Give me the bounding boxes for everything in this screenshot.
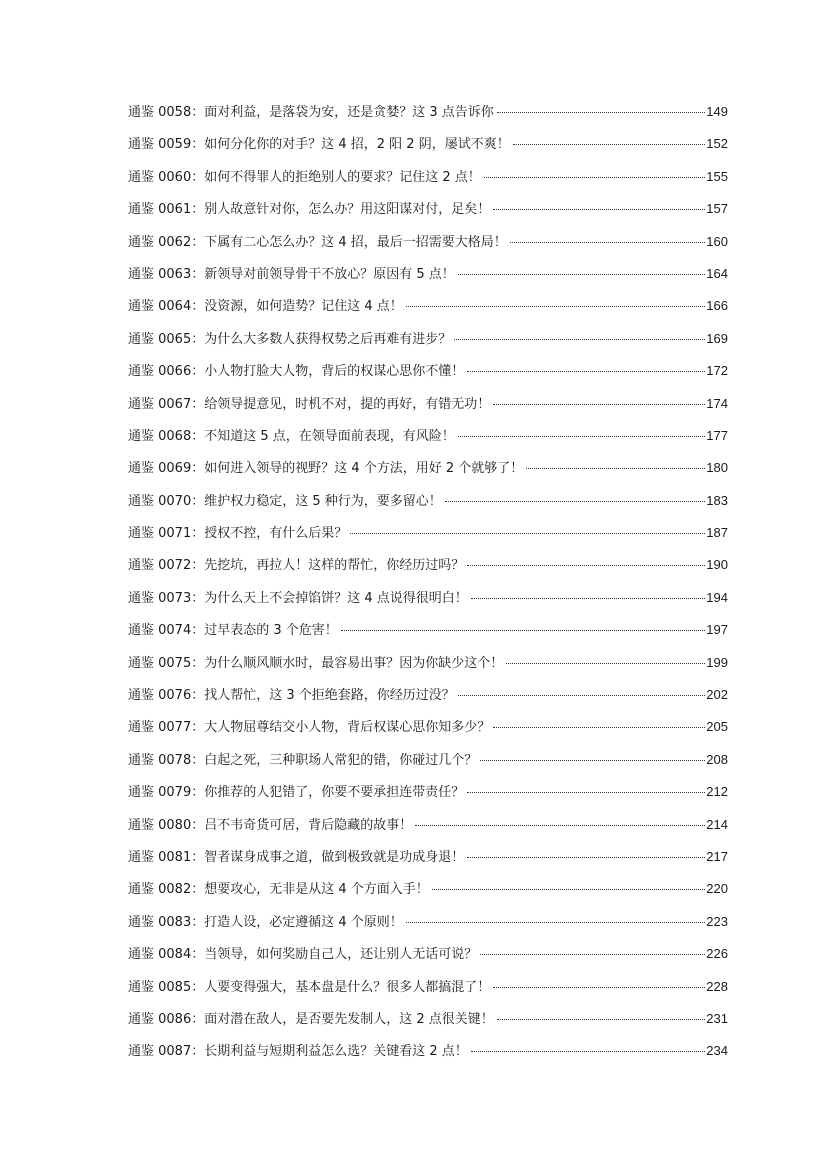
entry-title: 维护权力稳定，这 5 种行为，要多留心！ <box>204 493 442 509</box>
dot-leader <box>350 533 705 534</box>
entry-title: 如何分化你的对手？这 4 招，2 阳 2 阴，屡试不爽！ <box>204 137 510 153</box>
entry-number: 通鉴 0064： <box>128 299 205 315</box>
toc-entry[interactable] <box>128 813 728 845</box>
toc-entry[interactable] <box>128 489 728 521</box>
dot-leader <box>458 695 706 696</box>
entry-title: 新领导对前领导骨干不放心？原因有 5 点！ <box>204 266 455 282</box>
table-of-contents <box>128 100 728 1072</box>
entry-page-number: 228 <box>706 978 728 994</box>
toc-entry[interactable] <box>128 197 728 229</box>
toc-entry[interactable] <box>128 1007 728 1039</box>
dot-leader <box>406 922 706 923</box>
toc-entry[interactable] <box>128 877 728 909</box>
entry-page-number: 217 <box>706 848 728 864</box>
dot-leader <box>513 144 706 145</box>
entry-number: 通鉴 0084： <box>128 947 205 963</box>
entry-page-number: 152 <box>706 136 728 152</box>
entry-title: 打造人设，必定遵循这 4 个原则！ <box>204 914 403 930</box>
toc-entry[interactable] <box>128 230 728 262</box>
dot-leader <box>493 987 705 988</box>
entry-title: 先挖坑，再拉人！这样的帮忙，你经历过吗？ <box>204 558 465 574</box>
dot-leader <box>471 598 706 599</box>
dot-leader <box>510 242 706 243</box>
dot-leader <box>484 177 706 178</box>
entry-page-number: 197 <box>706 622 728 638</box>
entry-page-number: 194 <box>706 589 728 605</box>
entry-page-number: 231 <box>706 1010 728 1026</box>
dot-leader <box>458 274 706 275</box>
entry-number: 通鉴 0063： <box>128 266 205 282</box>
entry-title: 给领导提意见，时机不对，提的再好，有错无功！ <box>204 396 491 412</box>
entry-title: 为什么大多数人获得权势之后再难有进步？ <box>204 331 452 347</box>
toc-entry[interactable] <box>128 359 728 391</box>
entry-number: 通鉴 0060： <box>128 169 205 185</box>
entry-page-number: 174 <box>706 395 728 411</box>
entry-page-number: 234 <box>706 1043 728 1059</box>
toc-entry[interactable] <box>128 910 728 942</box>
entry-title: 小人物打脸大人物，背后的权谋心思你不懂！ <box>204 364 465 380</box>
entry-title: 为什么天上不会掉馅饼？这 4 点说得很明白！ <box>204 590 468 606</box>
dot-leader <box>458 436 706 437</box>
entry-page-number: 157 <box>706 201 728 217</box>
entry-number: 通鉴 0082： <box>128 882 205 898</box>
entry-title: 没资源，如何造势？记住这 4 点！ <box>204 299 403 315</box>
toc-entry[interactable] <box>128 586 728 618</box>
entry-number: 通鉴 0075： <box>128 655 205 671</box>
entry-page-number: 187 <box>706 525 728 541</box>
entry-number: 通鉴 0066： <box>128 364 205 380</box>
entry-title: 别人故意针对你，怎么办？用这阳谋对付，足矣！ <box>204 202 491 218</box>
toc-entry[interactable] <box>128 424 728 456</box>
entry-title: 当领导，如何奖励自己人，还让别人无话可说？ <box>204 947 478 963</box>
entry-title: 大人物屈尊结交小人物，背后权谋心思你知多少？ <box>204 720 491 736</box>
entry-title: 为什么顺风顺水时，最容易出事？因为你缺少这个！ <box>204 655 504 671</box>
entry-page-number: 214 <box>706 816 728 832</box>
entry-title: 下属有二心怎么办？这 4 招，最后一招需要大格局！ <box>204 234 507 250</box>
toc-entry[interactable] <box>128 683 728 715</box>
entry-page-number: 223 <box>706 913 728 929</box>
dot-leader <box>497 112 706 113</box>
toc-entry[interactable] <box>128 845 728 877</box>
entry-number: 通鉴 0083： <box>128 914 205 930</box>
dot-leader <box>454 339 705 340</box>
dot-leader <box>497 1019 706 1020</box>
entry-page-number: 208 <box>706 751 728 767</box>
entry-number: 通鉴 0079： <box>128 785 205 801</box>
dot-leader <box>467 857 705 858</box>
toc-entry[interactable] <box>128 100 728 132</box>
entry-page-number: 177 <box>706 427 728 443</box>
entry-page-number: 164 <box>706 265 728 281</box>
dot-leader <box>445 501 706 502</box>
dot-leader <box>480 954 705 955</box>
entry-number: 通鉴 0081： <box>128 849 205 865</box>
toc-entry[interactable] <box>128 521 728 553</box>
dot-leader <box>493 404 705 405</box>
toc-entry[interactable] <box>128 132 728 164</box>
entry-title: 想要攻心，无非是从这 4 个方面入手！ <box>204 882 429 898</box>
entry-title: 面对利益，是落袋为安，还是贪婪？这 3 点告诉你 <box>204 105 494 120</box>
toc-entry[interactable] <box>128 262 728 294</box>
entry-number: 通鉴 0070： <box>128 493 205 509</box>
entry-number: 通鉴 0076： <box>128 688 205 704</box>
entry-page-number: 155 <box>706 168 728 184</box>
entry-page-number: 226 <box>706 946 728 962</box>
entry-number: 通鉴 0085： <box>128 979 205 995</box>
entry-title: 授权不控，有什么后果？ <box>204 526 348 542</box>
entry-page-number: 149 <box>706 104 728 119</box>
entry-page-number: 172 <box>706 363 728 379</box>
toc-entry[interactable] <box>128 1039 728 1071</box>
entry-title: 过早表态的 3 个危害！ <box>204 623 338 639</box>
entry-title: 吕不韦奇货可居，背后隐藏的故事！ <box>204 817 413 833</box>
entry-title: 你推荐的人犯错了，你要不要承担连带责任？ <box>204 785 465 801</box>
toc-entry[interactable] <box>128 748 728 780</box>
entry-number: 通鉴 0077： <box>128 720 205 736</box>
toc-entry[interactable] <box>128 651 728 683</box>
toc-entry[interactable] <box>128 392 728 424</box>
entry-number: 通鉴 0061： <box>128 202 205 218</box>
entry-title: 面对潜在敌人，是否要先发制人，这 2 点很关键！ <box>204 1011 494 1027</box>
entry-number: 通鉴 0074： <box>128 623 205 639</box>
entry-page-number: 190 <box>706 557 728 573</box>
entry-number: 通鉴 0086： <box>128 1011 205 1027</box>
entry-title: 长期利益与短期利益怎么选？关键看这 2 点！ <box>204 1044 468 1060</box>
dot-leader <box>467 565 705 566</box>
dot-leader <box>471 1051 706 1052</box>
entry-page-number: 169 <box>706 330 728 346</box>
entry-number: 通鉴 0071： <box>128 526 205 542</box>
entry-title: 白起之死，三种职场人常犯的错，你碰过几个？ <box>204 752 478 768</box>
toc-entry[interactable] <box>128 553 728 585</box>
toc-entry[interactable] <box>128 327 728 359</box>
dot-leader <box>526 468 705 469</box>
entry-page-number: 199 <box>706 654 728 670</box>
dot-leader <box>506 663 705 664</box>
entry-number: 通鉴 0067： <box>128 396 205 412</box>
dot-leader <box>467 792 705 793</box>
toc-entry[interactable] <box>128 780 728 812</box>
dot-leader <box>493 209 705 210</box>
entry-number: 通鉴 0065： <box>128 331 205 347</box>
toc-entry[interactable] <box>128 942 728 974</box>
entry-number: 通鉴 0062： <box>128 234 205 250</box>
entry-number: 通鉴 0059： <box>128 137 205 153</box>
dot-leader <box>432 889 706 890</box>
dot-leader <box>493 727 705 728</box>
entry-number: 通鉴 0078： <box>128 752 205 768</box>
dot-leader <box>406 306 706 307</box>
dot-leader <box>341 630 706 631</box>
entry-title: 找人帮忙，这 3 个拒绝套路，你经历过没？ <box>204 688 455 704</box>
dot-leader <box>480 760 705 761</box>
entry-number: 通鉴 0069： <box>128 461 205 477</box>
entry-title: 如何进入领导的视野？这 4 个方法，用好 2 个就够了！ <box>204 461 524 477</box>
entry-number: 通鉴 0068： <box>128 428 205 444</box>
toc-entry[interactable] <box>128 456 728 488</box>
entry-title: 不知道这 5 点，在领导面前表现，有风险！ <box>204 428 455 444</box>
entry-number: 通鉴 0072： <box>128 558 205 574</box>
entry-number: 通鉴 0073： <box>128 590 205 606</box>
entry-title: 如何不得罪人的拒绝别人的要求？记住这 2 点！ <box>204 169 481 185</box>
entry-page-number: 166 <box>706 298 728 314</box>
toc-entry[interactable] <box>128 975 728 1007</box>
toc-entry[interactable] <box>128 294 728 326</box>
entry-number: 通鉴 0058： <box>128 105 205 120</box>
entry-page-number: 205 <box>706 719 728 735</box>
entry-number: 通鉴 0087： <box>128 1044 205 1060</box>
toc-entry[interactable] <box>128 165 728 197</box>
toc-entry[interactable] <box>128 715 728 747</box>
entry-number: 通鉴 0080： <box>128 817 205 833</box>
entry-page-number: 180 <box>706 460 728 476</box>
entry-page-number: 220 <box>706 881 728 897</box>
entry-page-number: 160 <box>706 233 728 249</box>
entry-title: 人要变得强大，基本盘是什么？很多人都搞混了！ <box>204 979 491 995</box>
entry-page-number: 212 <box>706 784 728 800</box>
dot-leader <box>415 825 705 826</box>
entry-page-number: 183 <box>706 492 728 508</box>
toc-entry[interactable] <box>128 618 728 650</box>
dot-leader <box>467 371 705 372</box>
entry-page-number: 202 <box>706 687 728 703</box>
entry-title: 智者谋身成事之道，做到极致就是功成身退！ <box>204 849 465 865</box>
